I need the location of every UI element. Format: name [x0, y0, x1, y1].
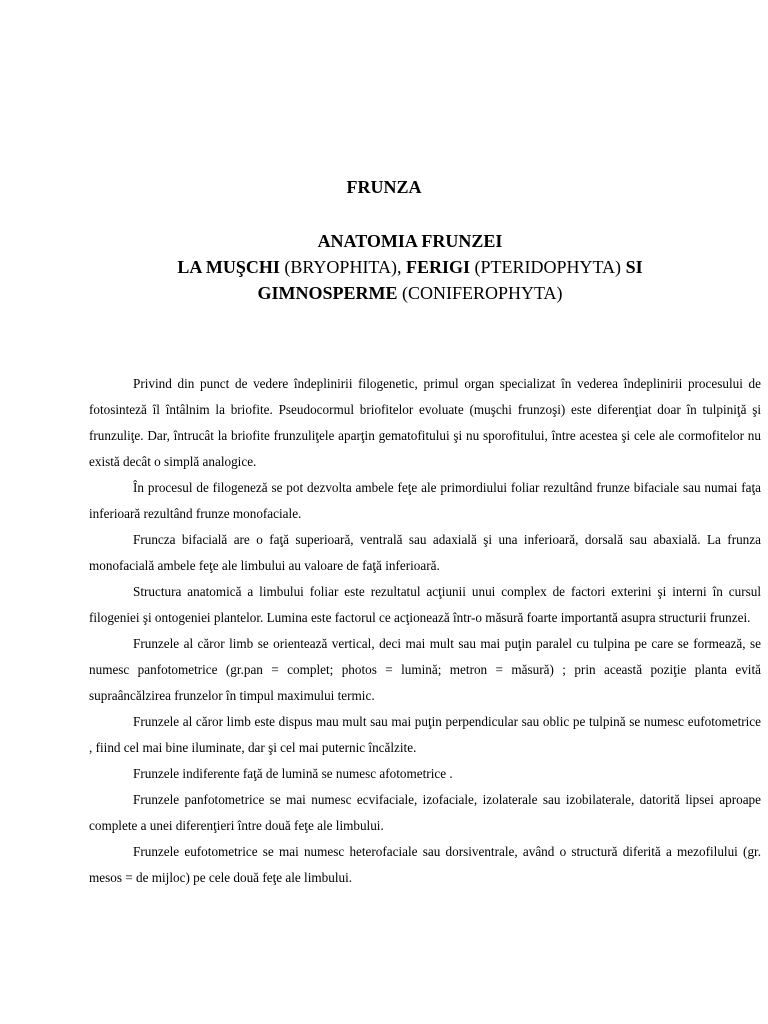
- paragraph-4: Structura anatomică a limbului foliar este rezultatul acţiunii unui complex de factori exterini şi interni în cursul filogeniei şi ontogeniei plantelor. Lumina este factorul ce acţionează într-o măsură foarte importantă asupra structurii frunzei.: [89, 584, 761, 625]
- paragraph-6: Frunzele al căror limb este dispus mau mult sau mai puţin perpendicular sau oblic pe tulpină se numesc eufotometrice , fiind cel mai bine iluminate, dar şi cel mai puternic încălzite.: [89, 714, 761, 755]
- heading-line-1: ANATOMIA FRUNZEI: [317, 231, 503, 251]
- paragraph-2: În procesul de filogeneză se pot dezvolta ambele feţe ale primordiului foliar rezultând frunze bifaciale sau numai faţa inferioară rezultând frunze monofaciale.: [89, 480, 761, 521]
- paragraph-1: Privind din punct de vedere îndeplinirii filogenetic, primul organ specializat în vederea îndeplinirii procesului de fotosinteză îl întâlnim la briofite. Pseudocormul briofitelor evoluate (muşchi frunzoşi) este diferenţiat doar în tulpiniţă şi frunzuliţe. Dar, întrucât la briofite frunzuliţele aparţin gematofitului şi nu sporofitului, între acestea şi cele ale cormofitelor nu există decât o simplă analogice.: [89, 376, 761, 469]
- heading-muschi: LA MUŞCHI: [177, 257, 280, 277]
- section-heading: [60, 228, 760, 306]
- heading-si: SI: [625, 257, 643, 277]
- heading-bryophita: (BRYOPHITA),: [279, 257, 406, 277]
- paragraph-9: Frunzele eufotometrice se mai numesc heterofaciale sau dorsiventrale, având o structură diferită a mezofilului (gr. mesos = de mijloc) pe cele două feţe ale limbului.: [89, 844, 761, 885]
- paragraph-5: Frunzele al căror limb se orientează vertical, deci mai mult sau mai puţin paralel cu tulpina pe care se formează, se numesc panfotometrice (gr.pan = complet; photos = lumină; metron = măsură) ; prin această poziţie planta evită supraâncălzirea frunzelor în timpul maximului termic.: [89, 636, 761, 703]
- paragraph-3: Fruncza bifacială are o faţă superioară, ventrală sau adaxială şi una inferioară, dorsală sau abaxială. La frunza monofacială ambele feţe ale limbului au valoare de faţă inferioară.: [89, 532, 761, 573]
- heading-line-2: [60, 254, 760, 280]
- heading-line-3: [60, 280, 760, 306]
- body-text: [89, 371, 761, 891]
- paragraph-8: Frunzele panfotometrice se mai numesc ecvifaciale, izofaciale, izolaterale sau izobilaterale, datorită lipsei aproape complete a unei diferenţieri între două feţe ale limbului.: [89, 792, 761, 833]
- heading-gimnosperme: GIMNOSPERME: [257, 283, 398, 303]
- heading-ferigi: FERIGI: [405, 257, 470, 277]
- document-title: FRUNZA: [346, 177, 422, 197]
- heading-pteridophyta: (PTERIDOPHYTA): [470, 257, 626, 277]
- paragraph-7: Frunzele indiferente faţă de lumină se numesc afotometrice .: [133, 766, 453, 781]
- heading-coniferophyta: (CONIFEROPHYTA): [397, 283, 563, 303]
